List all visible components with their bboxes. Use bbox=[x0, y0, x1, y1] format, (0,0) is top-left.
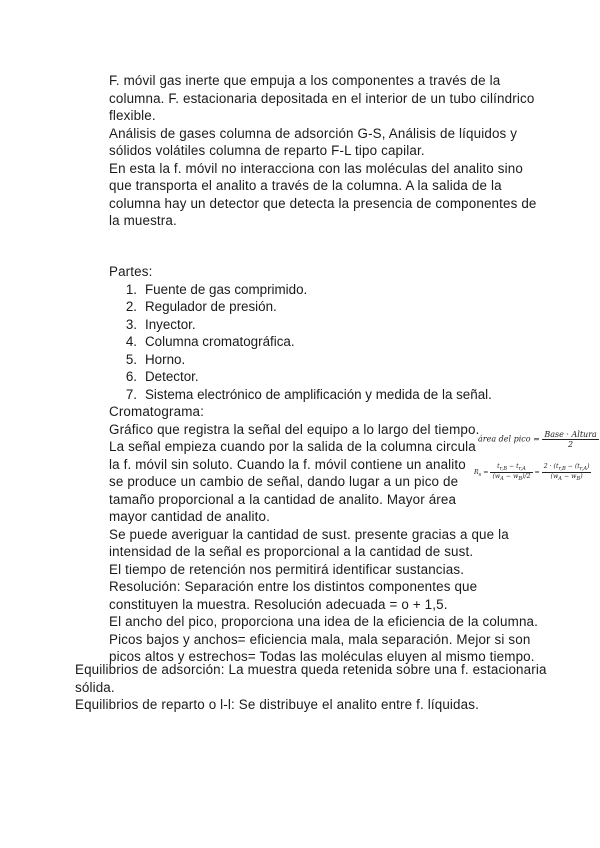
list-item-number: 7. bbox=[125, 386, 137, 402]
cromatograma-line: La señal empieza cuando por la salida de la columna circula bbox=[109, 439, 476, 454]
cromatograma-line: Resolución: Separación entre los distintos componentes que bbox=[109, 579, 478, 594]
list-item-number: 3. bbox=[125, 316, 137, 332]
list-item-number: 2. bbox=[125, 299, 137, 314]
list-item-text: Horno. bbox=[145, 351, 186, 367]
list-item-text: Inyector. bbox=[145, 316, 196, 332]
list-item-number: 1. bbox=[125, 281, 137, 297]
cromatograma-line: intensidad de la señal es proporcional a la cantidad de sust. bbox=[109, 544, 474, 559]
equilibrios-line: sólida. bbox=[75, 679, 115, 695]
intro-line: En esta la f. móvil no interacciona con las moléculas del analito sino bbox=[109, 160, 523, 176]
partes-heading: Partes: bbox=[109, 264, 153, 279]
area-formula-fraction bbox=[542, 430, 598, 449]
cromatograma-line: Gráfico que registra la señal del equipo a lo largo del tiempo. bbox=[109, 421, 480, 437]
equilibrios-line: Equilibrios de adsorción: La muestra queda retenida sobre una f. estacionaria bbox=[75, 662, 547, 677]
intro-line: flexible. bbox=[109, 108, 156, 123]
intro-line: que transporta el analito a través de la columna. A la salida de la bbox=[109, 178, 502, 193]
area-formula bbox=[478, 430, 599, 449]
cromatograma-line: tamaño proporcional a la cantidad de analito. Mayor área bbox=[109, 491, 457, 507]
resolution-fraction-2-numerator: $2 \cdot (t_{r,B} - (t_{r,A})$ bbox=[543, 463, 590, 473]
intro-line: la muestra. bbox=[109, 213, 177, 228]
list-item-text: Regulador de presión. bbox=[145, 299, 277, 314]
intro-line: sólidos volátiles columna de reparto F-L tipo capilar. bbox=[109, 143, 425, 158]
intro-line: F. móvil gas inerte que empuja a los componentes a través de la bbox=[109, 73, 501, 88]
intro-line: Análisis de gases columna de adsorción G-S, Análisis de líquidos y bbox=[109, 125, 518, 141]
cromatograma-line: Se puede averiguar la cantidad de sust. presente gracias a que la bbox=[109, 526, 509, 542]
cromatograma-line: constituyen la muestra. Resolución adecuada = o + 1,5. bbox=[109, 596, 448, 612]
resolution-formula bbox=[474, 463, 591, 482]
resolution-fraction-1-denominator: $(w_A - w_B)/2$ bbox=[492, 473, 531, 483]
area-formula-denominator: 2 bbox=[568, 440, 574, 449]
resolution-formula-lhs: $R_s$ bbox=[474, 469, 482, 479]
list-item-text: Detector. bbox=[145, 369, 199, 384]
equals-sign: = bbox=[481, 469, 491, 477]
intro-line: columna. F. estacionaria depositada en el interior de un tubo cilíndrico bbox=[109, 90, 535, 106]
list-item-text: Columna cromatográfica. bbox=[145, 334, 295, 349]
list-item-text: Fuente de gas comprimido. bbox=[145, 281, 308, 297]
resolution-fraction-1 bbox=[490, 463, 532, 482]
list-item-number: 4. bbox=[125, 334, 137, 349]
cromatograma-heading: Cromatograma: bbox=[109, 404, 204, 419]
equilibrios-line: Equilibrios de reparto o l-l: Se distribuye el analito entre f. líquidas. bbox=[75, 697, 479, 712]
resolution-fraction-2-denominator: $(w_A - w_B)$ bbox=[550, 473, 583, 483]
cromatograma-line: se produce un cambio de señal, dando lugar a un pico de bbox=[109, 474, 459, 489]
area-formula-lhs: área del pico = bbox=[478, 434, 540, 444]
cromatograma-line: Picos bajos y anchos= eficiencia mala, mala separación. Mejor si son bbox=[109, 631, 531, 647]
cromatograma-line: mayor cantidad de analito. bbox=[109, 509, 270, 524]
list-item-text: Sistema electrónico de amplificación y medida de la señal. bbox=[145, 386, 492, 402]
intro-line: columna hay un detector que detecta la presencia de componentes de bbox=[109, 195, 537, 211]
equals-sign: = bbox=[532, 469, 542, 477]
area-formula-numerator: Base · Altura bbox=[544, 430, 597, 439]
cromatograma-line: El ancho del pico, proporciona una idea de la eficiencia de la columna. bbox=[109, 614, 539, 629]
cromatograma-line: la f. móvil sin soluto. Cuando la f. móvil contiene un analito bbox=[109, 456, 466, 472]
list-item-number: 5. bbox=[125, 351, 137, 367]
cromatograma-line: picos altos y estrechos= Todas las moléculas eluyen al mismo tiempo. bbox=[109, 649, 535, 664]
resolution-fraction-1-numerator: $t_{r,B} - t_{r,A}$ bbox=[490, 463, 532, 473]
list-item-number: 6. bbox=[125, 369, 137, 384]
resolution-fraction-2 bbox=[542, 463, 592, 482]
cromatograma-line: El tiempo de retención nos permitirá identificar sustancias. bbox=[109, 561, 465, 577]
